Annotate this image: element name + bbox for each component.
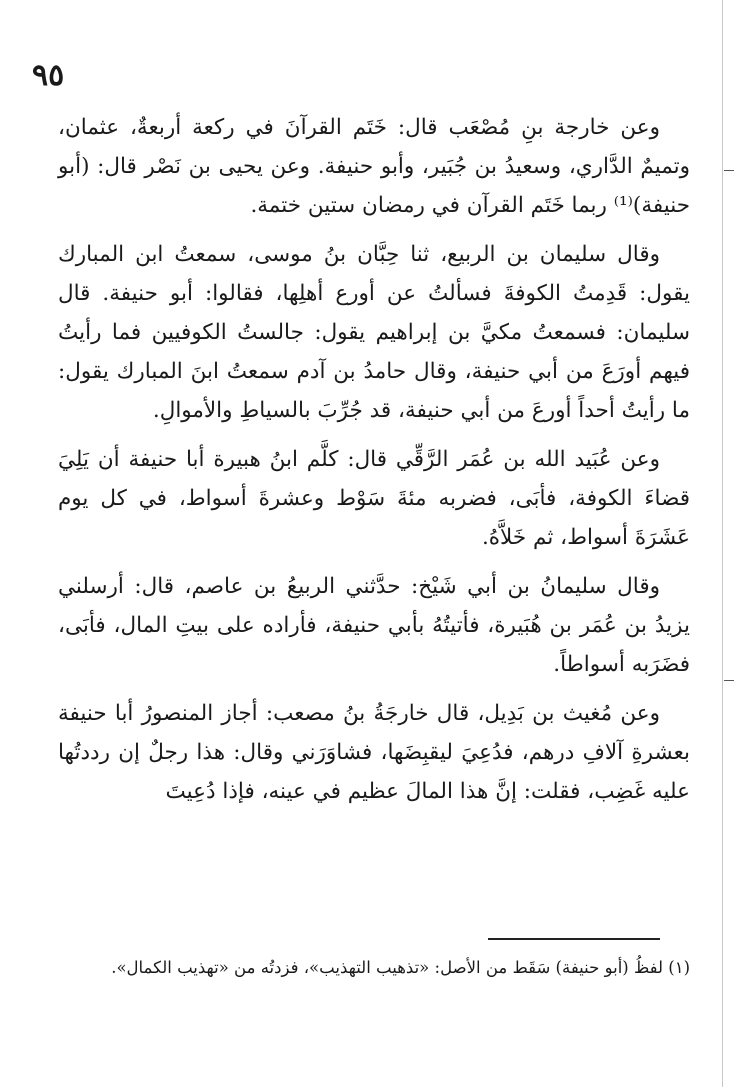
main-text [58, 108, 690, 821]
paragraph-5: وعن مُغيث بن بَدِيل، قال خارجَةُ بنُ مصعب: أجاز المنصورُ أبا حنيفة بعشرةِ آلافِ درهم، فدُعِيَ ليقبِضَها، فشاوَرَني وقال: هذا رجلٌ إن رددتُها عليه غَضِب، فقلت: إنَّ هذا المالَ عظيم في عينه، فإذا دُعِيتَ [58, 701, 690, 804]
paragraph-1: وعن خارجة بنِ مُصْعَب قال: خَتَم القرآنَ في ركعة أربعةٌ، عثمان، وتميمٌ الدَّاري، وسعيدُ بن جُبَير، وأبو حنيفة. وعن يحيى بن نَصْر قال: (أبو حنيفة)⁽¹⁾ ربما خَتَم القرآن في رمضان ستين ختمة. [58, 115, 690, 218]
page-edge-line [722, 0, 723, 1087]
margin-tick [724, 170, 734, 171]
paragraph-2: وقال سليمان بن الربيع، ثنا حِبَّان بنُ موسى، سمعتُ ابن المبارك يقول: قَدِمتُ الكوفةَ فسألتُ عن أورع أهلِها، فقالوا: أبو حنيفة. قال سليمان: فسمعتُ مكيَّ بن إبراهيم يقول: جالستُ الكوفيين فما رأيتُ فيهم أورَعَ من أبي حنيفة، وقال حامدُ بن آدم سمعتُ ابنَ المبارك يقول: ما رأيتُ أحداً أورعَ من أبي حنيفة، قد جُرِّبَ بالسياطِ والأموالِ. [58, 242, 690, 423]
page-number: ٩٥ [32, 58, 65, 93]
footnote-divider [488, 938, 660, 940]
paragraph-3: وعن عُبَيد الله بن عُمَر الرَّقِّي قال: كلَّم ابنُ هبيرة أبا حنيفة أن يَلِيَ قضاءَ الكوفة، فأبَى، فضربه مئةَ سَوْط وعشرةَ أسواط، في كل يوم عَشَرَةَ أسواط، ثم خَلاَّهُ. [58, 447, 690, 550]
margin-tick [724, 680, 734, 681]
paragraph-4: وقال سليمانُ بن أبي شَيْخ: حدَّثني الربيعُ بن عاصم، قال: أرسلني يزيدُ بن عُمَر بن هُبَيرة، فأتيتُهُ بأبي حنيفة، فأراده على بيتِ المال، فأبَى، فضَرَبه أسواطاً. [58, 574, 690, 677]
footnote-1: (١) لفظُ (أبو حنيفة) سَقَط من الأصل: «تذهيب التهذيب»، فزدتُه من «تهذيب الكمال». [111, 958, 690, 977]
